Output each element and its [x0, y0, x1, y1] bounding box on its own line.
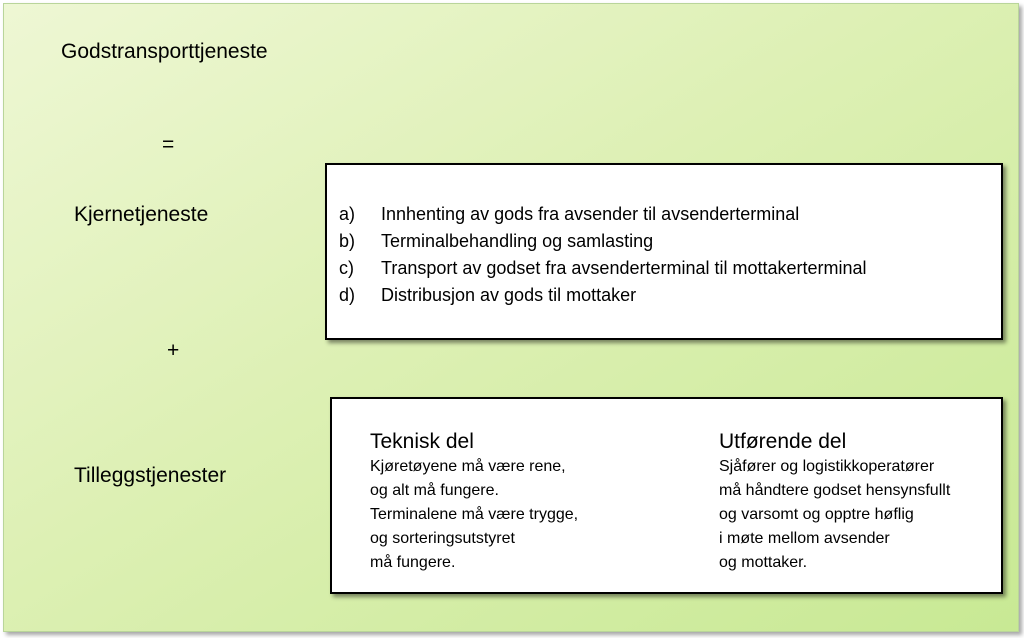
core-item-a: a) Innhenting av gods fra avsender til avsenderterminal: [339, 204, 800, 224]
executing-line: Sjåfører og logistikkoperatører: [719, 458, 935, 475]
core-service-box: [325, 163, 1003, 340]
equals-sign: =: [162, 133, 175, 156]
technical-line: Terminalene må være trygge,: [370, 506, 579, 523]
title-godstransporttjeneste: Godstransporttjeneste: [61, 40, 268, 63]
technical-line: og alt må fungere.: [370, 482, 499, 499]
technical-line: og sorteringsutstyret: [370, 530, 515, 547]
plus-sign: +: [167, 339, 180, 362]
core-service-list: [339, 201, 867, 309]
label-kjernetjeneste: Kjernetjeneste: [74, 203, 209, 226]
executing-heading: Utførende del: [719, 430, 847, 453]
executing-line: og varsomt og opptre høflig: [719, 506, 914, 523]
executing-line: må håndtere godset hensynsfullt: [719, 482, 951, 499]
technical-line: må fungere.: [370, 554, 456, 571]
core-item-b: b) Terminalbehandling og samlasting: [339, 231, 654, 251]
technical-line: Kjøretøyene må være rene,: [370, 458, 566, 475]
technical-column: [370, 429, 578, 575]
executing-line: og mottaker.: [719, 554, 808, 571]
core-item-c: c) Transport av godset fra avsenderterminal til mottakerterminal: [339, 258, 867, 278]
label-tilleggstjenester: Tilleggstjenester: [74, 464, 227, 487]
additional-service-box: [330, 397, 1003, 594]
core-item-d: d) Distribusjon av gods til mottaker: [339, 285, 637, 305]
executing-column: [719, 429, 950, 575]
executing-line: i møte mellom avsender: [719, 530, 890, 547]
technical-heading: Teknisk del: [370, 430, 474, 453]
